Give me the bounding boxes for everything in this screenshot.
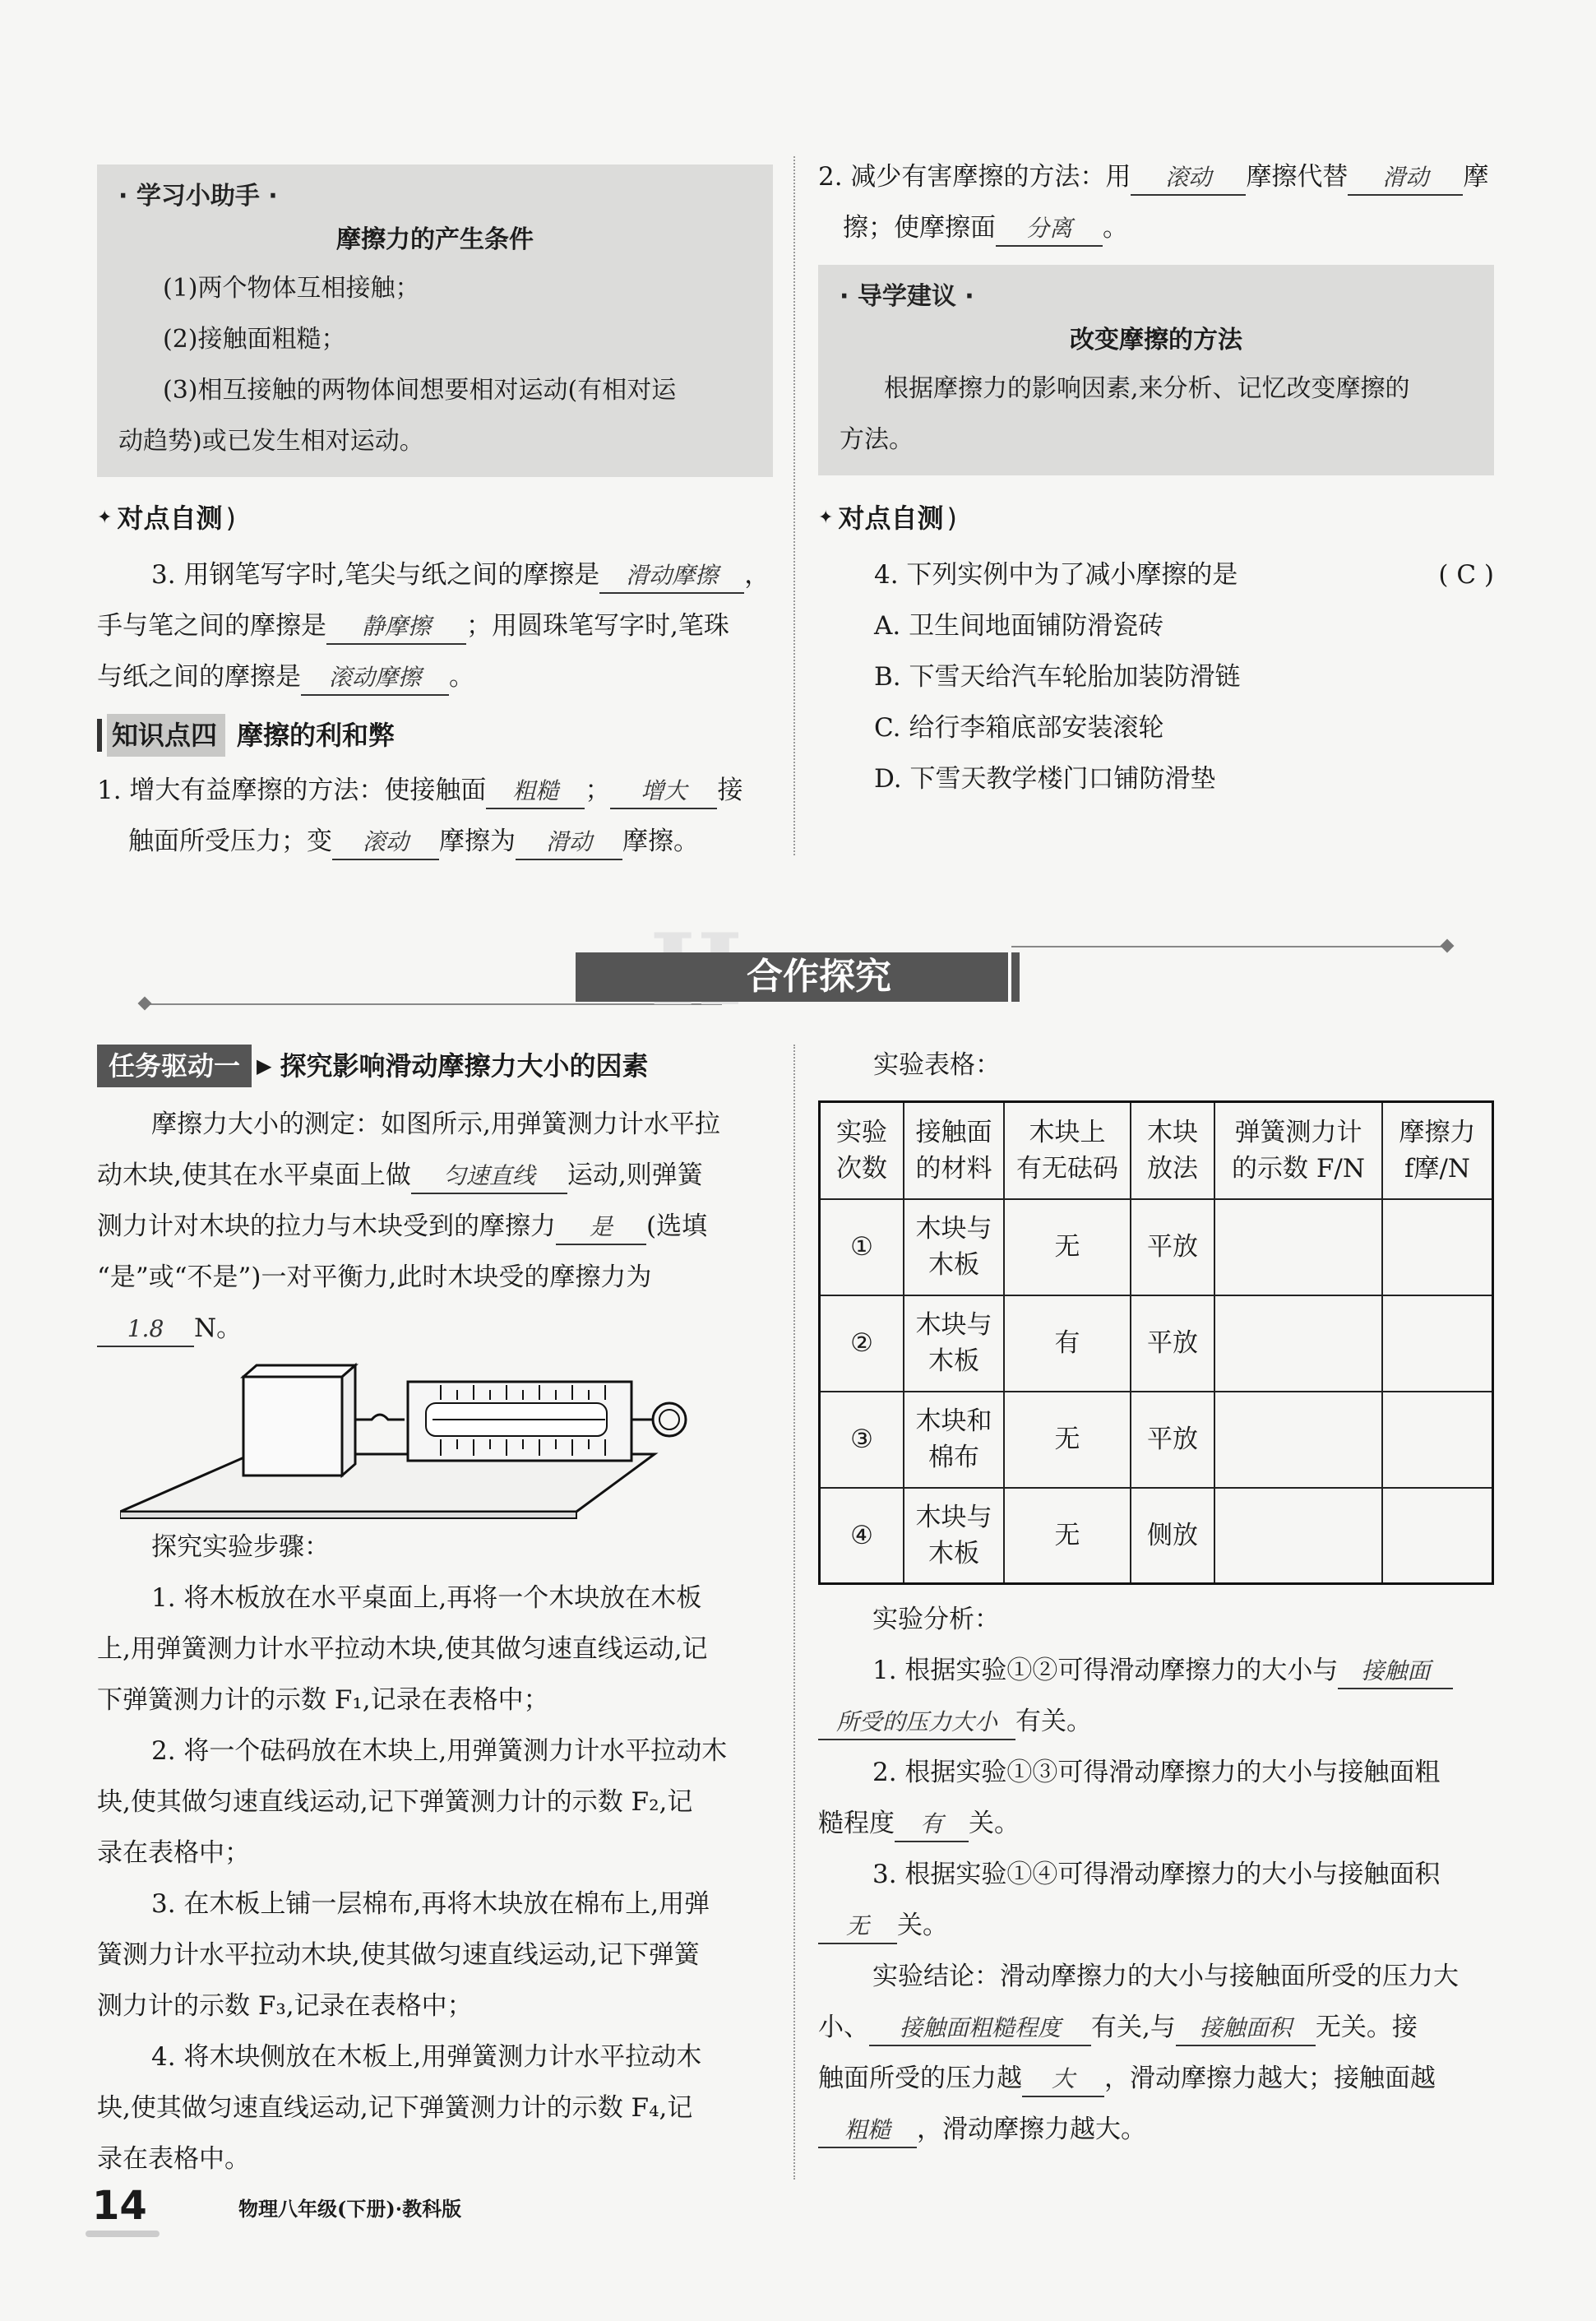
answer-blank: 接触面 xyxy=(1338,1655,1453,1689)
guide-line: 根据摩擦力的影响因素,来分析、记忆改变摩擦的 xyxy=(884,374,1410,403)
steps: 探究实验步骤： 1. 将木板放在水平桌面上,再将一个木块放在木板 上,用弹簧测力计水平拉动木块,使其做匀速直线运动,记 下弹簧测力计的示数 F₁,记录在表格中； 2. 将一个砝码放在木块上,用弹簧测力计水平拉动木 块,使其做匀速直线运动,记下弹簧测力计的示数 F₂,记 录在表格中； 3. 在木板上铺一层棉布,再将木块放在棉布上,用弹 簧测力计水平拉动木块,使其做匀速直线运动,记下弹簧 测力计的示数 F₃,记录在表格中； 4. 将木块侧放在木板上,用弹簧测力计水平拉动木 块,使其做匀速直线运动,记下弹簧测力计的示数 F₄,记 录在表格中。 xyxy=(97,1522,773,2184)
knowledge-heading xyxy=(97,714,395,757)
task-heading xyxy=(97,1045,649,1087)
guide-title: 改变摩擦的方法 xyxy=(1070,326,1242,354)
question-4-answer: ( C ) xyxy=(1438,560,1494,590)
table-row: ④ 木块与 木板 无 侧放 xyxy=(820,1488,1493,1584)
spring-scale xyxy=(408,1382,686,1461)
study-helper-label: · 学习小助手 · xyxy=(118,182,278,211)
banner-line-top xyxy=(1011,946,1447,947)
column-divider xyxy=(793,1045,795,2180)
answer-blank: 接触面积 xyxy=(1176,2012,1316,2046)
bracket-icon: ) xyxy=(946,503,957,534)
study-helper-title: 摩擦力的产生条件 xyxy=(336,225,534,254)
answer-blank: 滑动 xyxy=(516,826,622,860)
answer-blank: 滑动 xyxy=(1348,161,1463,196)
helper-line: (1)两个物体互相接触； xyxy=(163,274,420,303)
measure-paragraph: 摩擦力大小的测定：如图所示,用弹簧测力计水平拉 动木块,使其在水平桌面上做 匀速直线 运动,则弹簧 测力计对木块的拉力与木块受到的摩擦力 是 (选填 “是”或“不是”)一对平衡力,此时木块受的摩擦力为 1.8 N。 xyxy=(97,1099,773,1354)
answer-blank: 滚动摩擦 xyxy=(301,661,449,696)
table-row: ① 木块与 木板 无 平放 xyxy=(820,1199,1493,1295)
helper-line: (3)相互接触的两物体间想要相对运动(有相对运 xyxy=(163,376,677,405)
banner-title: 合作探究 xyxy=(747,956,891,998)
arrow-icon: ▶ xyxy=(257,1054,272,1077)
answer-blank: 分离 xyxy=(996,212,1103,247)
banner-dot xyxy=(1441,939,1455,953)
table-edge xyxy=(120,1512,576,1518)
table-row: ② 木块与 木板 有 平放 xyxy=(820,1295,1493,1392)
question-4-stem: 4. 下列实例中为了减小摩擦的是 xyxy=(874,560,1238,590)
table-surface xyxy=(120,1454,655,1512)
answer-blank: 有 xyxy=(895,1808,969,1842)
self-test-heading-right xyxy=(818,497,957,540)
question-4 xyxy=(818,549,1494,804)
answer-blank: 静摩擦 xyxy=(326,610,466,645)
bracket-icon: ) xyxy=(225,503,236,534)
knowledge-title: 摩擦的利和弊 xyxy=(237,720,396,751)
wooden-block xyxy=(243,1365,355,1476)
guide-line: 方法。 xyxy=(840,425,914,454)
table-row: ③ 木块和 棉布 无 平放 xyxy=(820,1392,1493,1488)
table-header-row: 实验 次数 接触面 的材料 木块上 有无砝码 木块 放法 弹簧测力计 的示数 F/N 摩擦力 f摩/N xyxy=(820,1102,1493,1199)
column-divider xyxy=(793,156,795,855)
page-number: 14 xyxy=(92,2183,147,2229)
answer-blank: 匀速直线 xyxy=(411,1160,567,1194)
task-title: 探究影响滑动摩擦力大小的因素 xyxy=(280,1050,649,1082)
steps-title: 探究实验步骤： xyxy=(151,1532,330,1562)
answer-blank: 粗糙 xyxy=(818,2114,917,2148)
book-title: 物理八年级(下册)·教科版 xyxy=(238,2197,462,2221)
option: D. 下雪天教学楼门口铺防滑垫 xyxy=(874,764,1216,794)
diamond-icon: ✦ xyxy=(97,507,113,528)
banner-end-bar xyxy=(1008,952,1016,1002)
answer-blank: 接触面粗糙程度 xyxy=(869,2012,1091,2046)
question-3: 3. 用钢笔写字时,笔尖与纸之间的摩擦是 滑动摩擦 ， 手与笔之间的摩擦是 静摩擦 ；用圆珠笔写字时,笔珠 与纸之间的摩擦是 滚动摩擦 。 xyxy=(97,549,773,702)
question-2: 2. 减少有害摩擦的方法：用 滚动 摩擦代替 滑动 摩 擦；使摩擦面 分离 。 xyxy=(818,151,1501,253)
answer-blank: 粗糙 xyxy=(486,775,585,809)
question-1: 1. 增大有益摩擦的方法：使接触面 粗糙 ； 增大 接 触面所受压力；变 滚动 摩擦为 滑动 摩擦。 xyxy=(97,765,773,867)
analysis-title: 实验分析： xyxy=(872,1605,1000,1634)
analysis: 实验分析： 1. 根据实验①②可得滑动摩擦力的大小与 接触面 所受的压力大小 有关。 2. 根据实验①③可得滑动摩擦力的大小与接触面粗 糙程度 有 关。 3. 根据实验①④可得滑动摩擦力的大小与接触面积 无 关。 实验结论：滑动摩擦力的大小与接触面所受的压力大 小、 接触面粗糙程度 有关,与 接触面积 无关。接 触面所受的压力越 大 ，滑动摩擦力越大；接触面越 粗糙 ，滑动摩擦力越大。 xyxy=(818,1594,1501,2155)
task-tag: 任务驱动一 xyxy=(97,1045,252,1087)
option: B. 下雪天给汽车轮胎加装防滑链 xyxy=(874,662,1241,692)
banner-line-bottom xyxy=(146,1003,722,1005)
helper-line: (2)接触面粗糙； xyxy=(163,325,346,354)
diamond-icon: ✦ xyxy=(818,507,834,528)
banner-dot xyxy=(138,997,152,1011)
answer-blank: 大 xyxy=(1022,2063,1104,2097)
option: C. 给行李箱底部安装滚轮 xyxy=(874,713,1164,743)
self-test-label: 对点自测 xyxy=(117,503,223,534)
spring-scale-diagram xyxy=(120,1357,729,1522)
option: A. 卫生间地面铺防滑瓷砖 xyxy=(874,611,1164,641)
hook xyxy=(355,1415,405,1420)
guide-box xyxy=(818,265,1494,475)
answer-blank: 所受的压力大小 xyxy=(818,1706,1015,1740)
answer-blank: 滚动 xyxy=(332,826,439,860)
answer-blank: 滑动摩擦 xyxy=(599,559,744,594)
guide-label: · 导学建议 · xyxy=(840,282,974,311)
table-title: 实验表格： xyxy=(873,1050,1001,1080)
answer-blank: 滚动 xyxy=(1131,161,1246,196)
answer-blank: 是 xyxy=(556,1211,646,1245)
self-test-heading xyxy=(97,497,236,540)
answer-blank: 1.8 xyxy=(97,1313,194,1347)
experiment-table xyxy=(818,1100,1494,1585)
page-number-underline xyxy=(86,2231,160,2237)
answer-blank: 增大 xyxy=(610,775,717,809)
study-helper-box xyxy=(97,164,773,477)
knowledge-tag: 知识点四 xyxy=(107,714,225,757)
answer-blank: 无 xyxy=(818,1910,897,1944)
self-test-label: 对点自测 xyxy=(838,503,944,534)
helper-line: 动趋势)或已发生相对运动。 xyxy=(118,427,424,456)
